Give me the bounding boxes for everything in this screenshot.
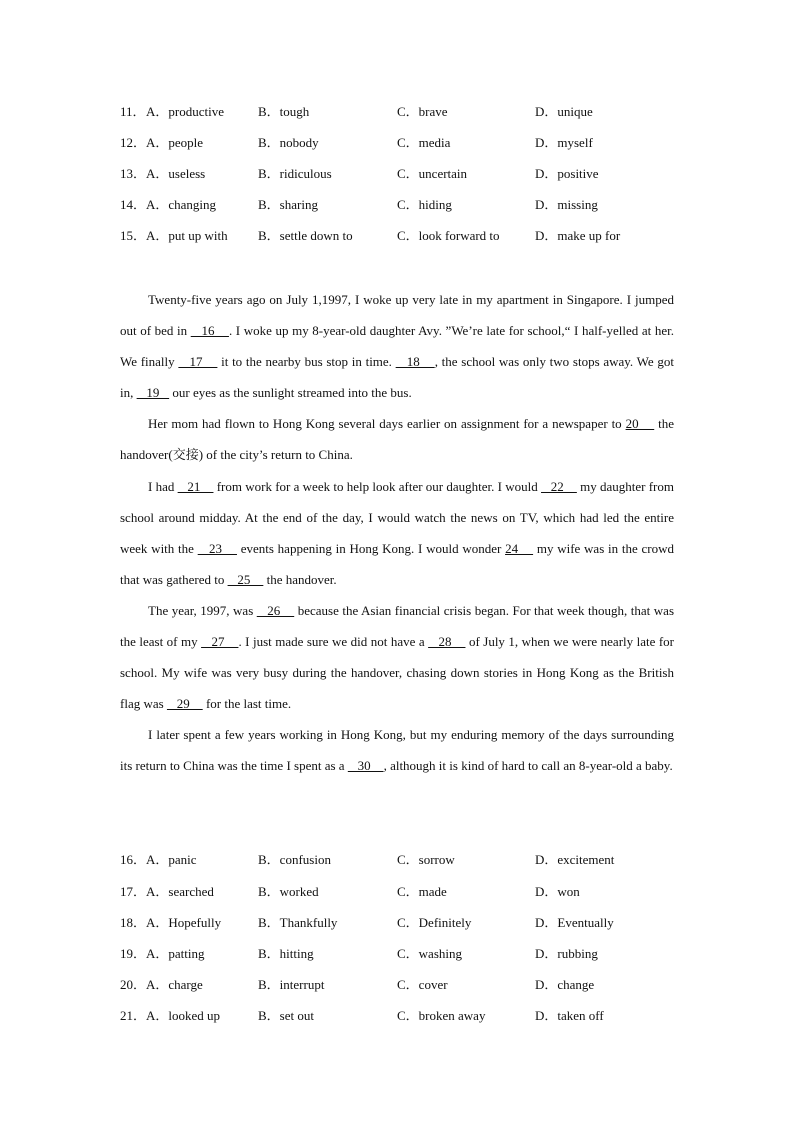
question-option: C．uncertain [397,166,468,181]
question-option: D．Eventually [535,915,614,930]
question-option: B．Thankfully [258,915,338,930]
question-option: C．sorrow [397,852,455,867]
blank-16: 16 [190,323,229,339]
passage-paragraph: I later spent a few years working in Hong Kong, but my enduring memory of the days surrounding its return to China was the time I spent as a 30 , although it is kind of hard to call an 8-year-old a baby. [120,727,674,774]
blank-27: 27 [201,634,239,650]
blank-24: 24 [505,540,534,556]
question-option: D．change [535,977,595,992]
blank-25: 25 [227,571,264,587]
question-option: D．taken off [535,1008,604,1023]
question-option: D．rubbing [535,946,598,961]
question-option: B．worked [258,884,319,899]
passage-paragraph: Her mom had flown to Hong Kong several days earlier on assignment for a newspaper to 20 the handover(交接) of the city’s return to China. [120,416,675,463]
question-option: B．tough [258,104,310,119]
question-option: C．look forward to [397,228,500,243]
passage-paragraph: The year, 1997, was 26 because the Asian financial crisis began. For that week though, that was the least of my 27 . I just made sure we did not have a 28 of July 1, when we were nearly late for school. My wife was very busy during the handover, chasing down stories in Hong Kong as the British flag was 29 for the last time. [120,602,675,712]
question-option: C．cover [397,977,448,992]
question-option: C．media [397,135,451,150]
blank-23: 23 [197,540,237,556]
question-option: B．sharing [258,197,318,212]
question-option: B．ridiculous [258,166,332,181]
question-option: D．excitement [535,852,615,867]
question-option: C．Definitely [397,915,472,930]
blank-29: 29 [166,696,203,712]
blank-21: 21 [177,478,214,494]
blank-22: 22 [541,478,577,494]
question-option: B．hitting [258,946,314,961]
blank-18: 18 [395,354,435,370]
blank-28: 28 [428,634,466,650]
question-option: C．brave [397,104,448,119]
question-option: B．settle down to [258,228,353,243]
question-option: B．set out [258,1008,314,1023]
question-option: B．confusion [258,852,331,867]
blank-26: 26 [256,602,295,618]
blank-17: 17 [178,354,218,370]
page: 11． A．productive B．tough C．brave D．unique 12． A．people B．nobody C．media D．myself 13． A．useless B．ridiculous C．uncertain D．positive 14． A．changing B．sharing C．hiding D．missing 15． A．put up with B．settle down to C．look forward to D．make up for Twenty-five years ago on July 1,1997, I woke up very late in my apartment in Singapore. I jumped out of bed in 16 . I woke up my 8-year-old daughter Avy. ”We’re late for school,“ I half-yelled at her. We finally 17 it to the nearby bus stop in time. 18 , the school was only two stops away. We got in, 19 our eyes as the sunlight streamed into the bus. Her mom had flown to Hong Kong several days earlier on assignment for a newspaper to 20 the handover(交接) of the city’s return to China. I had 21 from work for a week to help look after our daughter. I would 22 my daughter from school around midday. At the end of the day, I would watch the news on TV, which had led the entire week with the 23 events happening in Hong Kong. I would wonder 24 my wife was in the crowd that was gathered to 25 the handover. The year, 1997, was 26 because the Asian financial crisis began. For that week though, that was the least of my 27 . I just made sure we did not have a 28 of July 1, when we were nearly late for school. My wife was very busy during the handover, chasing down stories in Hong Kong as the British flag was 29 for the last time. I later spent a few years working in Hong Kong, but my enduring memory of the days surrounding its return to China was the time I spent as a 30 , although it is kind of hard to call an 8-year-old a baby. 16． A．panic B．confusion C．sorrow D．excitement 17． A．searched B．worked C．made D．won 18． A．Hopefully B．Thankfully C．Definitely D．Eventually 19． A．patting B．hitting C．washing D．rubbing 20． A．charge B．interrupt C．cover D．change 21． A．looked up B．set out C．broken away D．taken off [0,0,794,1123]
passage-paragraph: Twenty-five years ago on July 1,1997, I woke up very late in my apartment in Singapore. I jumped out of bed in 16 . I woke up my 8-year-old daughter Avy. ”We’re late for school,“ I half-yelled at her. We finally 17 it to the nearby bus stop in time. 18 , the school was only two stops away. We got in, 19 our eyes as the sunlight streamed into the bus. [120,292,674,401]
cloze-passage [120,284,674,782]
question-option: D．unique [535,104,593,119]
question-option: D．myself [535,135,593,150]
blank-20: 20 [625,416,655,432]
question-option: B．nobody [258,135,319,150]
question-option: C．washing [397,946,463,961]
question-option: D．won [535,884,580,899]
blank-30: 30 [347,758,384,774]
question-option: C．broken away [397,1008,486,1023]
question-option: B．interrupt [258,977,325,992]
question-option: C．hiding [397,197,452,212]
blank-19: 19 [136,385,170,401]
question-option: D．missing [535,197,598,212]
passage-paragraph: I had 21 from work for a week to help look after our daughter. I would 22 my daughter from school around midday. At the end of the day, I would watch the news on TV, which had led the entire week with the 23 events happening in Hong Kong. I would wonder 24 my wife was in the crowd that was gathered to 25 the handover. [120,478,675,587]
question-option: C．made [397,884,447,899]
question-option: D．make up for [535,228,621,243]
question-option: D．positive [535,166,599,181]
